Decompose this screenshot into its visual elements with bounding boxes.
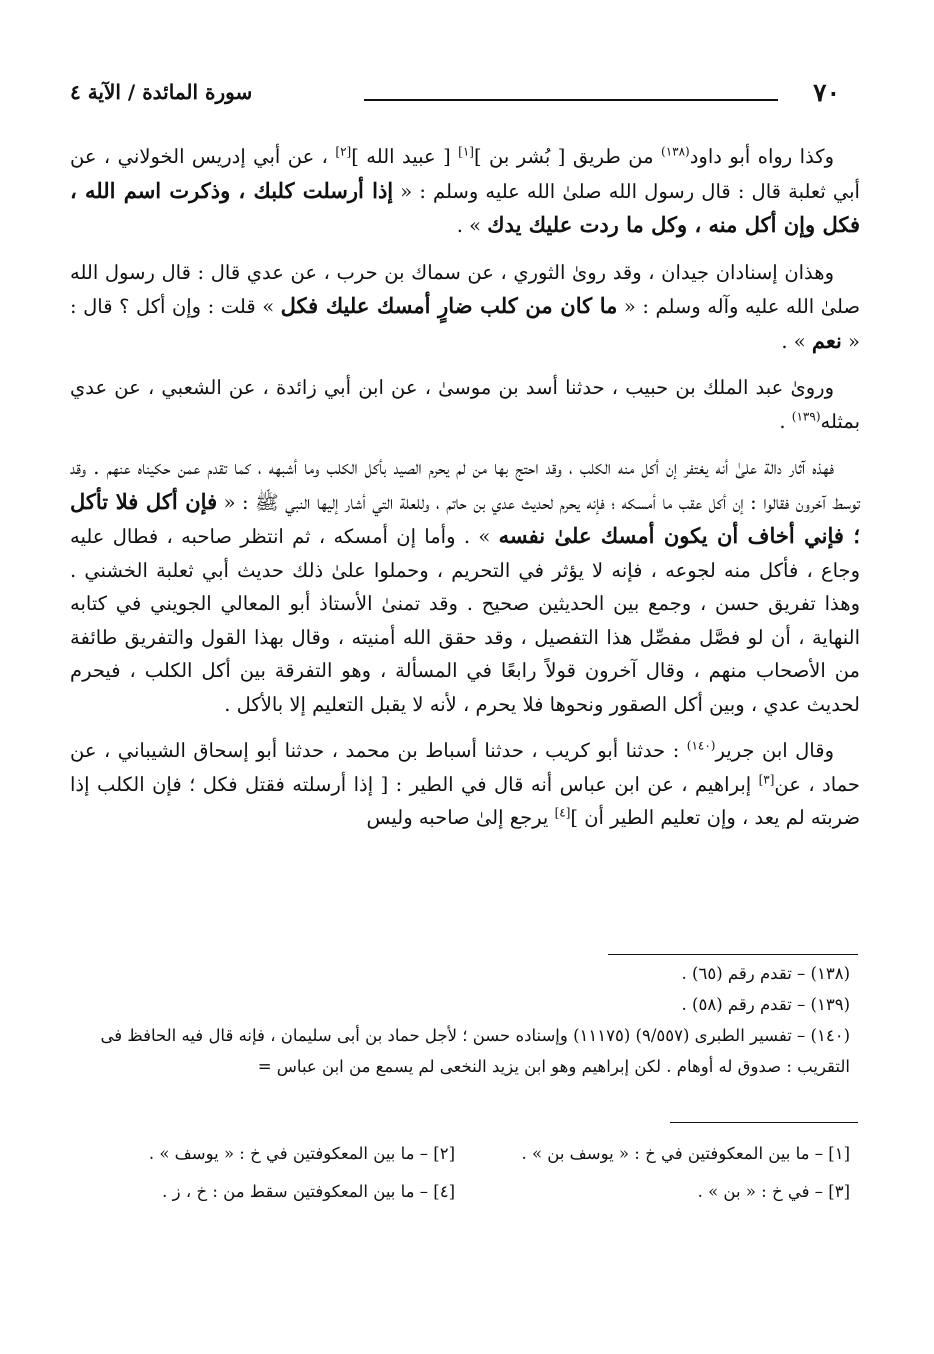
hadith-quote: إذا أرسلت كلبك ، وذكرت اسم الله ، فكل وإن أكل منه ، وكل ما ردت عليك يدك — [70, 177, 860, 237]
paragraph — [70, 371, 860, 438]
surah-reference: سورة المائدة / الآية ٤ — [70, 80, 253, 104]
text-run: » . — [456, 214, 488, 237]
textual-note: [٤] – ما بين المعكوفتين سقط من : خ ، ز . — [162, 1181, 455, 1201]
text-run: من طريق [ بُشر بن ] — [473, 145, 661, 168]
footnote-marker: (١٤٠) — [686, 738, 716, 753]
text-run: وقال ابن جرير — [715, 739, 834, 762]
footnote: (١٣٩) – تقدم رقم (٥٨) . — [681, 995, 850, 1014]
text-run: » . وأما إن أمسكه ، ثم انتظر صاحبه ، فطال عليه وجاع ، فأكل منه لجوعه ، فإنه لا يؤثر في التحريم ، وحملوا علىٰ ذلك حديث أبي ثعلبة الخشني . وهذا تفريق حسن ، وجمع بين الحديثين صحيح . وقد تمنىٰ الأستاذ أبو المعالي الجويني في كتابه النهاية ، أن لو فصَّل مفصِّل هذا التفصيل ، وقد حقق الله أمنيته ، وقال بهذا القول والتفريق طائفة من الأصحاب منهم ، وقال آخرون قولاً رابعًا في المسألة ، وهو التفرقة بين أكل الكلب ، فيحرم لحديث عدي ، وبين أكل الصقور ونحوها فلا يحرم ، لأنه لا يقبل التعليم إلا بالأكل . — [70, 525, 861, 716]
footnotes — [70, 958, 860, 1082]
text-run: إبراهيم ، عن ابن عباس أنه قال في الطير : [ إذا أرسلته فقتل فكل ؛ فإن الكلب إذا ضربته لم يعد ، وإن تعليم الطير أن ] — [70, 772, 860, 829]
hadith-quote: ما كان من كلب ضارٍ أمسك عليك فكل — [280, 293, 618, 318]
textual-note: [٣] – في خ : « بن » . — [697, 1181, 850, 1201]
textual-notes-row — [70, 1172, 860, 1210]
text-run: وهذان إسنادان جيدان ، وقد روىٰ الثوري ، عن سماك بن حرب ، عن عدي قال : قال رسول الله صلىٰ الله عليه وآله وسلم : « — [70, 260, 860, 318]
textual-notes-row — [70, 1134, 860, 1172]
textual-note: [١] – ما بين المعكوفتين في خ : « يوسف بن » . — [521, 1143, 850, 1163]
paragraph — [70, 140, 860, 243]
paragraph — [70, 256, 860, 359]
text-run: : حدثنا أبو كريب ، حدثنا أسباط بن محمد ، حدثنا أبو إسحاق الشيباني ، عن حماد ، عن — [70, 739, 860, 796]
text-run: » قلت : وإن أكل ؟ قال : « — [70, 295, 860, 353]
paragraph — [70, 734, 860, 835]
page-header — [70, 78, 840, 114]
hadith-quote: نعم — [811, 327, 842, 353]
text-run: [ عبيد الله ] — [351, 145, 459, 168]
footnote: (١٤٠) – تفسير الطبرى (٩/٥٥٧) (١١١٧٥) وإسناده حسن ؛ لأجل حماد بن أبى سليمان ، فإنه قال فيه الحافظ فى التقريب : صدوق له أوهام . لكن إبراهيم وهو ابن يزيد النخعى لم يسمع من ابن عباس = — [100, 1026, 850, 1076]
footnote: (١٣٨) – تقدم رقم (٦٥) . — [681, 964, 850, 983]
text-run: » . — [781, 329, 812, 353]
footnote-marker: [٢] — [335, 144, 352, 159]
text-run: فهذه آثار دالة علىٰ أنه يغتفر إن أكل منه الكلب ، وقد احتج بها من لم يحرم الصيد بأكل الكلب وما أشبهه ، كما تقدم عمن حكيناه عنهم . وقد توسط آخرون فقالوا : إن أكل عقب ما أمسكه ؛ فإنه يحرم لحديث عدي بن حاتم ، وللعلة التي أشار إليها النبي ﷺ : « — [70, 456, 860, 514]
text-run: وكذا رواه أبو داود — [689, 145, 834, 168]
footnote-marker: [١] — [458, 144, 474, 159]
textual-notes-rule — [670, 1122, 858, 1123]
footnote-marker: (١٣٩) — [791, 409, 821, 423]
textual-note: [٢] – ما بين المعكوفتين في خ : « يوسف » . — [148, 1143, 455, 1163]
text-run: يرجع إلىٰ صاحبه وليس — [366, 806, 555, 829]
textual-notes — [70, 1134, 860, 1210]
hadith-quote: فإن أكل فلا تأكل ؛ فإني أخاف أن يكون أمسك علىٰ نفسه — [70, 488, 860, 548]
page-number: ٧٠ — [813, 78, 840, 107]
body-text — [70, 140, 860, 848]
text-run: ، عن أبي إدريس الخولاني ، عن أبي ثعلبة قال : قال رسول الله صلىٰ الله عليه وسلم : « — [70, 145, 860, 203]
text-run: . — [779, 409, 792, 433]
header-rule — [364, 99, 778, 101]
paragraph — [70, 451, 860, 721]
footnote-marker: (١٣٨) — [661, 144, 690, 159]
footnote-rule — [608, 954, 858, 955]
text-run: وروىٰ عبد الملك بن حبيب ، حدثنا أسد بن موسىٰ ، عن ابن أبي زائدة ، عن الشعبي ، عن عدي بمثله — [70, 376, 860, 433]
footnote-marker: [٤] — [554, 805, 571, 820]
footnote-marker: [٣] — [758, 772, 775, 786]
